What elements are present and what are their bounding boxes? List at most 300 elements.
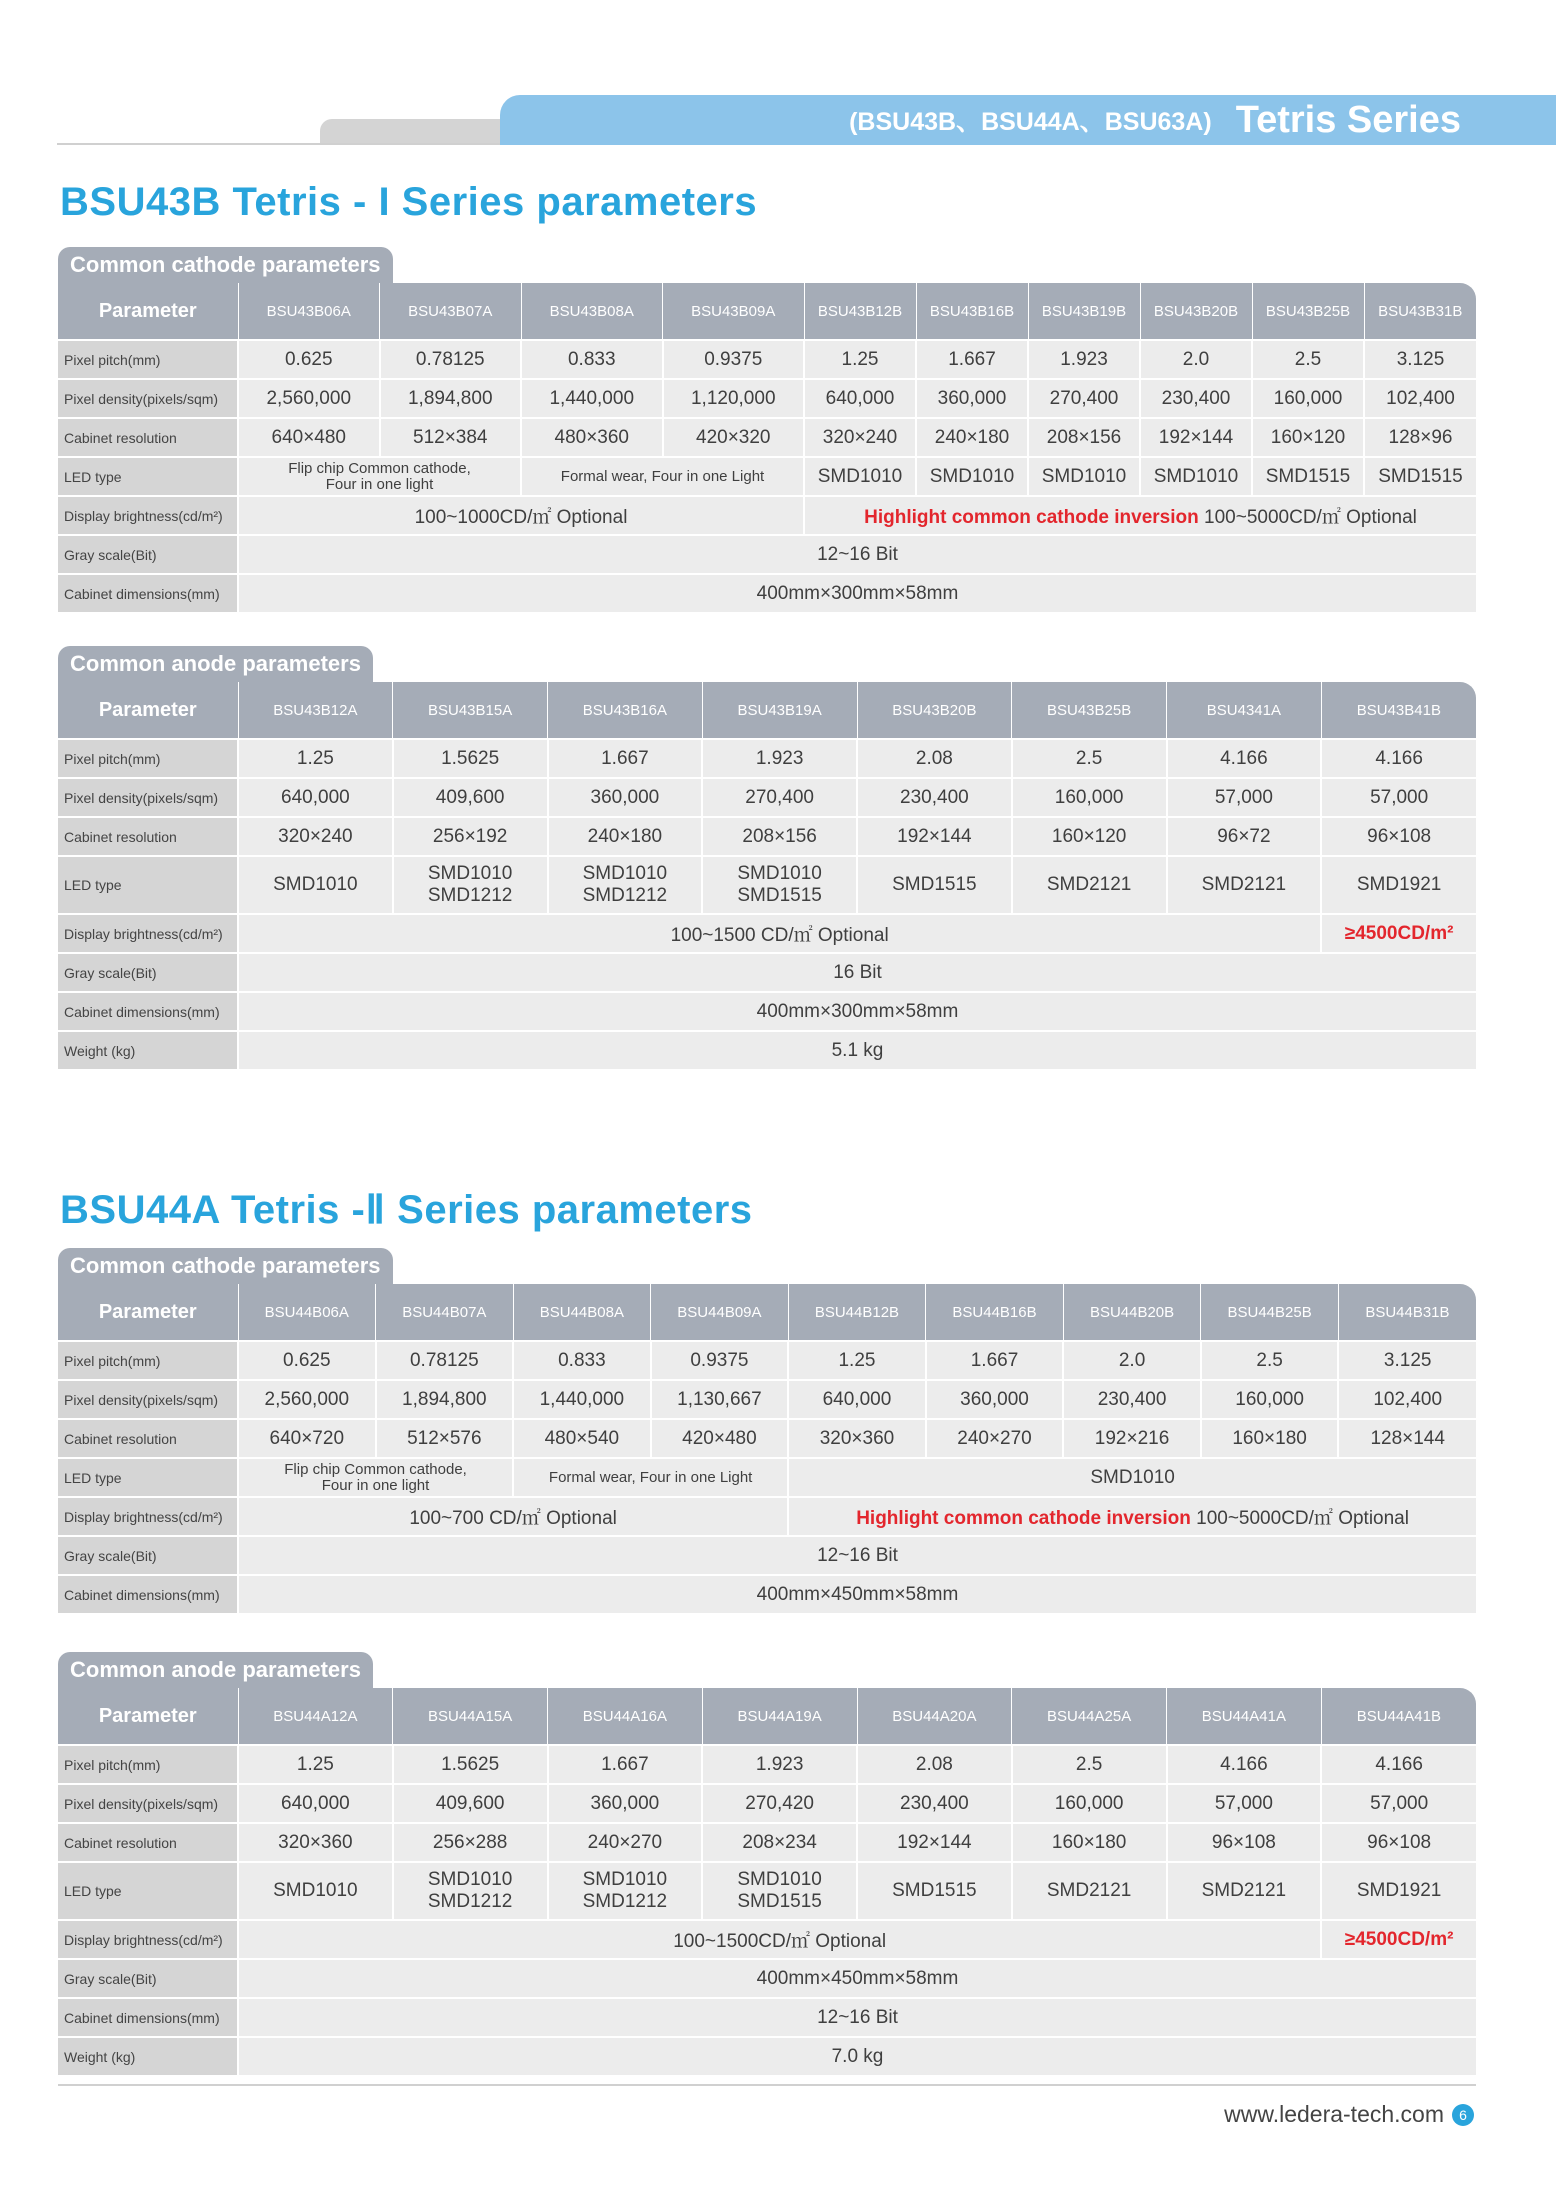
model-header: BSU44A25A: [1012, 1688, 1167, 1745]
cell: 12~16 Bit: [238, 1998, 1476, 2037]
cell: 100~700 CD/㎡ Optional: [238, 1497, 788, 1536]
table-row: [58, 778, 1476, 817]
led-line: SMD1921: [1356, 1880, 1442, 1901]
cell: 192×144: [1140, 418, 1252, 457]
cell: 192×144: [857, 817, 1012, 856]
cell: 0.9375: [651, 1341, 789, 1380]
cell: SMD1010: [788, 1458, 1476, 1497]
cell: [1012, 1862, 1167, 1920]
model-header: BSU44B06A: [238, 1284, 376, 1341]
row-label: LED type: [58, 1458, 238, 1497]
cell: 420×480: [651, 1419, 789, 1458]
cell: 160,000: [1012, 1784, 1167, 1823]
table-row: [58, 953, 1476, 992]
cell: 160×180: [1012, 1823, 1167, 1862]
cell: 2.0: [1063, 1341, 1201, 1380]
cell: 2.5: [1201, 1341, 1339, 1380]
cell: 360,000: [548, 1784, 703, 1823]
table-tag: Common anode parameters: [58, 646, 373, 682]
row-label: Pixel density(pixels/sqm): [58, 778, 238, 817]
model-header: BSU43B07A: [380, 283, 522, 340]
model-header: BSU43B09A: [663, 283, 805, 340]
highlight-cell: [788, 1497, 1476, 1536]
cell: 400mm×450mm×58mm: [238, 1959, 1476, 1998]
cell: 96×108: [1167, 1823, 1322, 1862]
row-label: LED type: [58, 856, 238, 914]
cell: [548, 1862, 703, 1920]
row-label: Gray scale(Bit): [58, 953, 238, 992]
cell: 57,000: [1321, 778, 1476, 817]
led-line: SMD1010: [427, 863, 513, 884]
cell: 0.625: [238, 1341, 376, 1380]
cell: 208×156: [1028, 418, 1140, 457]
cell: 320×360: [238, 1823, 393, 1862]
brightness-special-cell: ≥4500CD/m²: [1321, 1920, 1476, 1959]
row-label: Weight (kg): [58, 1031, 238, 1069]
cell: 480×540: [513, 1419, 651, 1458]
table-row: [58, 1031, 1476, 1069]
cell: 1.923: [1028, 340, 1140, 379]
cell: 409,600: [393, 778, 548, 817]
cell: 102,400: [1364, 379, 1476, 418]
cell: 512×384: [380, 418, 522, 457]
led-line: SMD1515: [892, 1880, 977, 1901]
table-tag: Common cathode parameters: [58, 247, 393, 283]
led-line: SMD1010: [273, 874, 358, 895]
cell: 2.5: [1252, 340, 1364, 379]
model-header: BSU44B12B: [788, 1284, 926, 1341]
cell: [1012, 856, 1167, 914]
cell: 0.78125: [380, 340, 522, 379]
model-header: BSU43B20B: [1140, 283, 1252, 340]
cell: 1.5625: [393, 1745, 548, 1784]
cell: 240×270: [926, 1419, 1064, 1458]
row-label: LED type: [58, 1862, 238, 1920]
led-line: SMD1010: [737, 863, 822, 884]
cell: 320×360: [788, 1419, 926, 1458]
cell: 1.25: [238, 739, 393, 778]
table-row: [58, 2037, 1476, 2075]
table-row: [58, 1341, 1476, 1380]
row-label: Weight (kg): [58, 2037, 238, 2075]
cell: 3.125: [1364, 340, 1476, 379]
table-row: [58, 1419, 1476, 1458]
cell: 4.166: [1321, 739, 1476, 778]
formal-wear-cell: Formal wear, Four in one Light: [521, 457, 804, 496]
cell: 240×180: [916, 418, 1028, 457]
anode-param-table: [58, 1688, 1476, 2075]
table-row: [58, 992, 1476, 1031]
cell: 160×120: [1012, 817, 1167, 856]
cell: 100~1000CD/㎡ Optional: [238, 496, 804, 535]
cathode-table-block: [58, 1248, 1476, 1613]
cell: 1.923: [702, 1745, 857, 1784]
brightness-special-cell: ≥4500CD/m²: [1321, 914, 1476, 953]
footer: [1224, 2101, 1474, 2128]
cell: 640,000: [788, 1380, 926, 1419]
section-title: BSU44A Tetris -Ⅱ Series parameters: [60, 1188, 753, 1232]
cell: 4.166: [1167, 1745, 1322, 1784]
cell: 400mm×300mm×58mm: [238, 574, 1476, 612]
cell: 160×180: [1201, 1419, 1339, 1458]
model-header: BSU43B19A: [702, 682, 857, 739]
cell: 12~16 Bit: [238, 535, 1476, 574]
model-header: BSU43B16B: [916, 283, 1028, 340]
table-row: [58, 1959, 1476, 1998]
cell: 57,000: [1321, 1784, 1476, 1823]
cell: 230,400: [1063, 1380, 1201, 1419]
header-parameter: Parameter: [58, 1284, 238, 1341]
led-line: SMD2121: [1201, 1880, 1287, 1901]
model-header: BSU44A16A: [548, 1688, 703, 1745]
led-line: SMD2121: [1046, 1880, 1132, 1901]
cell: 640×720: [238, 1419, 376, 1458]
row-label: Cabinet dimensions(mm): [58, 1998, 238, 2037]
cell: 7.0 kg: [238, 2037, 1476, 2075]
cathode-param-table: [58, 1284, 1476, 1613]
cell: 2,560,000: [238, 379, 380, 418]
table-row: [58, 1380, 1476, 1419]
section-title: BSU43B Tetris - I Series parameters: [60, 180, 758, 224]
header-parameter: Parameter: [58, 682, 238, 739]
cell: 400mm×300mm×58mm: [238, 992, 1476, 1031]
cell: 409,600: [393, 1784, 548, 1823]
cell: 2,560,000: [238, 1380, 376, 1419]
table-row: [58, 1575, 1476, 1613]
model-header: BSU44B07A: [376, 1284, 514, 1341]
cell: 208×156: [702, 817, 857, 856]
led-line: SMD1212: [582, 885, 668, 906]
row-label: Display brightness(cd/m²): [58, 496, 238, 535]
flip-chip-line: Four in one light: [325, 475, 434, 493]
cell: 1.667: [926, 1341, 1064, 1380]
header-parameter: Parameter: [58, 1688, 238, 1745]
cell: 0.78125: [376, 1341, 514, 1380]
cell: 192×144: [857, 1823, 1012, 1862]
row-label: Cabinet dimensions(mm): [58, 574, 238, 612]
cell: 1.25: [788, 1341, 926, 1380]
table-row: [58, 1497, 1476, 1536]
cell: 192×216: [1063, 1419, 1201, 1458]
cell: 270,420: [702, 1784, 857, 1823]
cell: 160,000: [1201, 1380, 1339, 1419]
model-header: BSU44A12A: [238, 1688, 393, 1745]
table-row: [58, 739, 1476, 778]
table-row: [58, 535, 1476, 574]
highlight-text: Highlight common cathode inversion: [856, 1508, 1191, 1529]
anode-table-block: [58, 1652, 1476, 2075]
cell: 640,000: [238, 1784, 393, 1823]
cell: 320×240: [238, 817, 393, 856]
cell: 100~1500CD/㎡ Optional: [238, 1920, 1321, 1959]
cell: SMD1010: [1140, 457, 1252, 496]
led-line: SMD2121: [1046, 874, 1132, 895]
table-row: [58, 817, 1476, 856]
cell: 640,000: [238, 778, 393, 817]
model-header: BSU43B31B: [1364, 283, 1476, 340]
row-label: Pixel density(pixels/sqm): [58, 1380, 238, 1419]
cell: 2.5: [1012, 739, 1167, 778]
row-label: Pixel pitch(mm): [58, 1341, 238, 1380]
table-tag: Common cathode parameters: [58, 1248, 393, 1284]
row-label: Gray scale(Bit): [58, 1959, 238, 1998]
cell: [393, 856, 548, 914]
table-row: [58, 457, 1476, 496]
cell: 230,400: [857, 1784, 1012, 1823]
model-header: BSU44B08A: [513, 1284, 651, 1341]
row-label: Cabinet dimensions(mm): [58, 1575, 238, 1613]
cell: [1167, 856, 1322, 914]
flip-chip-cell: [238, 1458, 513, 1497]
cell: 1.667: [916, 340, 1028, 379]
cell: [393, 1862, 548, 1920]
table-header-row: [58, 1688, 1476, 1745]
cell: 512×576: [376, 1419, 514, 1458]
led-line: SMD1515: [892, 874, 977, 895]
table-row: [58, 1920, 1476, 1959]
model-header: BSU44A19A: [702, 1688, 857, 1745]
cell: 1,894,800: [380, 379, 522, 418]
cell: 2.0: [1140, 340, 1252, 379]
table-header-row: [58, 283, 1476, 340]
led-line: SMD2121: [1201, 874, 1287, 895]
model-header: BSU43B12A: [238, 682, 393, 739]
flip-chip-cell: [238, 457, 521, 496]
website-link[interactable]: www.ledera-tech.com: [1224, 2101, 1444, 2127]
model-header: BSU44A41A: [1167, 1688, 1322, 1745]
model-header: BSU43B25B: [1252, 283, 1364, 340]
anode-param-table: [58, 682, 1476, 1069]
header-grey-tab: [320, 119, 510, 145]
footer-rule: [58, 2084, 1476, 2086]
cell: 1.5625: [393, 739, 548, 778]
row-label: Cabinet dimensions(mm): [58, 992, 238, 1031]
cell: SMD1010: [1028, 457, 1140, 496]
model-header: BSU43B12B: [804, 283, 916, 340]
model-header: BSU43B20B: [857, 682, 1012, 739]
cell: 1.667: [548, 1745, 703, 1784]
cell: 1,440,000: [521, 379, 663, 418]
row-label: Gray scale(Bit): [58, 535, 238, 574]
table-row: [58, 1862, 1476, 1920]
table-row: [58, 1823, 1476, 1862]
cell: 128×144: [1338, 1419, 1476, 1458]
cell: 160,000: [1012, 778, 1167, 817]
cell: 1.25: [238, 1745, 393, 1784]
cell: 96×108: [1321, 817, 1476, 856]
row-label: Gray scale(Bit): [58, 1536, 238, 1575]
formal-wear-cell: Formal wear, Four in one Light: [513, 1458, 788, 1497]
highlight-text: Highlight common cathode inversion: [864, 507, 1199, 528]
model-header: BSU44B31B: [1338, 1284, 1476, 1341]
cell: 360,000: [916, 379, 1028, 418]
led-line: SMD1010: [737, 1869, 822, 1890]
flip-chip-line: Flip chip Common cathode,: [288, 459, 471, 477]
cell: 4.166: [1167, 739, 1322, 778]
cell: 12~16 Bit: [238, 1536, 1476, 1575]
led-line: SMD1010: [582, 1869, 668, 1890]
cell: SMD1515: [1364, 457, 1476, 496]
table-header-row: [58, 682, 1476, 739]
led-line: SMD1212: [582, 1891, 668, 1912]
led-line: SMD1010: [582, 863, 668, 884]
cell: SMD1515: [1252, 457, 1364, 496]
cell: 100~1500 CD/㎡ Optional: [238, 914, 1321, 953]
cell: 640,000: [804, 379, 916, 418]
cell: 57,000: [1167, 778, 1322, 817]
flip-chip-line: Flip chip Common cathode,: [284, 1460, 467, 1478]
cell: SMD1010: [804, 457, 916, 496]
cell: 1.667: [548, 739, 703, 778]
cell: 160,000: [1252, 379, 1364, 418]
cell: 270,400: [702, 778, 857, 817]
cell: 0.625: [238, 340, 380, 379]
brightness-optional: 100~5000CD/㎡ Optional: [1196, 1508, 1409, 1529]
cell: 1,130,667: [651, 1380, 789, 1419]
cell: 57,000: [1167, 1784, 1322, 1823]
table-row: [58, 418, 1476, 457]
row-label: Pixel pitch(mm): [58, 739, 238, 778]
cell: 640×480: [238, 418, 380, 457]
table-row: [58, 340, 1476, 379]
model-header: BSU44B09A: [651, 1284, 789, 1341]
row-label: Display brightness(cd/m²): [58, 914, 238, 953]
model-header: BSU43B25B: [1012, 682, 1167, 739]
cell: 160×120: [1252, 418, 1364, 457]
cell: 320×240: [804, 418, 916, 457]
page-number: 6: [1452, 2104, 1474, 2126]
cell: 3.125: [1338, 1341, 1476, 1380]
cathode-table-block: [58, 247, 1476, 612]
cell: 480×360: [521, 418, 663, 457]
table-row: [58, 914, 1476, 953]
header-models: (BSU43B、BSU44A、BSU63A): [849, 108, 1212, 136]
row-label: Pixel density(pixels/sqm): [58, 1784, 238, 1823]
row-label: Pixel pitch(mm): [58, 1745, 238, 1784]
led-line: SMD1515: [737, 1891, 822, 1912]
cell: 4.166: [1321, 1745, 1476, 1784]
table-row: [58, 379, 1476, 418]
model-header: BSU43B41B: [1321, 682, 1476, 739]
row-label: Cabinet resolution: [58, 1419, 238, 1458]
cell: [702, 1862, 857, 1920]
row-label: Cabinet resolution: [58, 817, 238, 856]
row-label: Display brightness(cd/m²): [58, 1497, 238, 1536]
cell: 420×320: [663, 418, 805, 457]
cell: [1321, 1862, 1476, 1920]
cell: 400mm×450mm×58mm: [238, 1575, 1476, 1613]
model-header: BSU43B16A: [548, 682, 703, 739]
table-row: [58, 856, 1476, 914]
anode-table-block: [58, 646, 1476, 1069]
highlight-cell: [804, 496, 1476, 535]
cell: 128×96: [1364, 418, 1476, 457]
table-row: [58, 1998, 1476, 2037]
model-header: BSU43B08A: [521, 283, 663, 340]
header-banner: [500, 95, 1556, 145]
cell: 256×192: [393, 817, 548, 856]
cell: 360,000: [548, 778, 703, 817]
cell: [1321, 856, 1476, 914]
table-row: [58, 1745, 1476, 1784]
cell: [857, 856, 1012, 914]
model-header: BSU43B06A: [238, 283, 380, 340]
table-header-row: [58, 1284, 1476, 1341]
brightness-optional: 100~5000CD/㎡ Optional: [1204, 507, 1417, 528]
table-tag: Common anode parameters: [58, 1652, 373, 1688]
cell: 1.923: [702, 739, 857, 778]
model-header: BSU43B15A: [393, 682, 548, 739]
cell: 96×72: [1167, 817, 1322, 856]
cell: 360,000: [926, 1380, 1064, 1419]
cell: 2.08: [857, 1745, 1012, 1784]
cell: 1,120,000: [663, 379, 805, 418]
row-label: LED type: [58, 457, 238, 496]
model-header: BSU44A20A: [857, 1688, 1012, 1745]
cell: 270,400: [1028, 379, 1140, 418]
cell: 5.1 kg: [238, 1031, 1476, 1069]
led-line: SMD1212: [427, 1891, 513, 1912]
model-header: BSU4341A: [1167, 682, 1322, 739]
cell: [702, 856, 857, 914]
row-label: Pixel pitch(mm): [58, 340, 238, 379]
table-row: [58, 496, 1476, 535]
led-line: SMD1921: [1356, 874, 1442, 895]
header-title: Tetris Series: [1235, 98, 1461, 141]
cell: SMD1010: [916, 457, 1028, 496]
model-header: BSU44B16B: [926, 1284, 1064, 1341]
cathode-param-table: [58, 283, 1476, 612]
row-label: Display brightness(cd/m²): [58, 1920, 238, 1959]
table-row: [58, 1458, 1476, 1497]
cell: 1,440,000: [513, 1380, 651, 1419]
model-header: BSU44B20B: [1063, 1284, 1201, 1341]
cell: [1167, 1862, 1322, 1920]
table-row: [58, 1536, 1476, 1575]
cell: 96×108: [1321, 1823, 1476, 1862]
header-parameter: Parameter: [58, 283, 238, 340]
cell: 102,400: [1338, 1380, 1476, 1419]
cell: 1,894,800: [376, 1380, 514, 1419]
cell: 16 Bit: [238, 953, 1476, 992]
led-line: SMD1212: [427, 885, 513, 906]
cell: 2.08: [857, 739, 1012, 778]
cell: 256×288: [393, 1823, 548, 1862]
row-label: Cabinet resolution: [58, 418, 238, 457]
cell: 230,400: [1140, 379, 1252, 418]
cell: [857, 1862, 1012, 1920]
table-row: [58, 574, 1476, 612]
led-line: SMD1010: [273, 1880, 358, 1901]
cell: 230,400: [857, 778, 1012, 817]
flip-chip-line: Four in one light: [321, 1476, 430, 1494]
model-header: BSU44A41B: [1321, 1688, 1476, 1745]
cell: 1.25: [804, 340, 916, 379]
row-label: Pixel density(pixels/sqm): [58, 379, 238, 418]
cell: 0.9375: [663, 340, 805, 379]
model-header: BSU44B25B: [1201, 1284, 1339, 1341]
cell: 0.833: [521, 340, 663, 379]
cell: 240×270: [548, 1823, 703, 1862]
table-row: [58, 1784, 1476, 1823]
cell: [238, 1862, 393, 1920]
cell: [238, 856, 393, 914]
model-header: BSU43B19B: [1028, 283, 1140, 340]
cell: 240×180: [548, 817, 703, 856]
led-line: SMD1515: [737, 885, 822, 906]
cell: 0.833: [513, 1341, 651, 1380]
model-header: BSU44A15A: [393, 1688, 548, 1745]
